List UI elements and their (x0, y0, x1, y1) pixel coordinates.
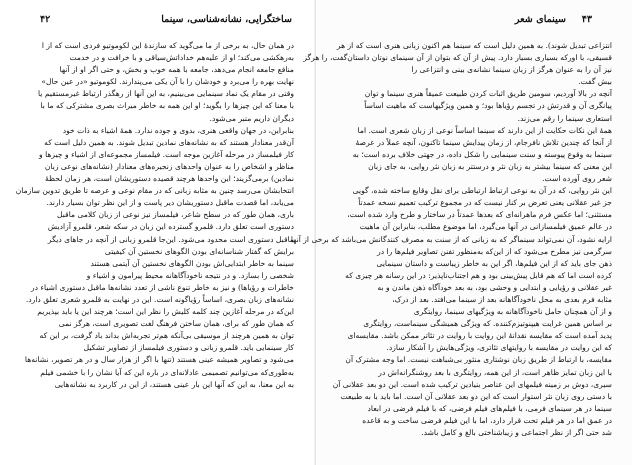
text-line: این‌که در مرحله آغازین چند کلمه کلیش را نظر این است؛ هرچند این یا باید بپذیریم (37, 307, 294, 317)
text-line: جز غیر عقلانی یعنی تعرض بر کنار نیست که در مجموع ترکیب تعمیم نسخه عمدتاً (358, 198, 612, 208)
text-line: کرده است اما که هم قابل پیش‌بینی بود و هم اجتناب‌ناپذیر: در این رسانه هر چیزی که (345, 270, 612, 280)
text-line: که این روایت در مقایسه با روایتهای تئاتری، ویژگی‌هایش را آشکار سازد. (386, 343, 612, 353)
text-line: سینما به خاطر ابتدایی‌اش بودن الگوهای نخستین آن آیتمی هستند (90, 258, 294, 268)
text-line: در همان حال، به برخی از ما می‌گوید که سازندهٔ این لکوموتیو فردی است که از ا (41, 41, 294, 50)
text-line: از آنجا که چندین تلاش نافرجام، از زمان پیدایش سینما تاکنون، آنچه عملاً در عرصهٔ (355, 137, 612, 147)
text-line: انتخابشان می‌رسد چنین به مثابه زبانی که در مقام نوعی و عرصه تا طریق تدوین سازمان (15, 186, 294, 196)
text-line: شد حتی اگر از نظر اجتماعی و زیباشناختی بالغ و کامل باشد. (421, 428, 612, 437)
text-line: مقایسه، با ارتباط از طریق زبان نوشتاری منثور بی‌شباهت نیست. اما وجه مشترک آن (345, 355, 612, 365)
right-running-title: سینمای شعر (514, 14, 566, 25)
text-line: دیگران داریم متبر می‌شود. (209, 113, 294, 123)
text-line: استعاری سینما را رقم می‌زند. (517, 113, 612, 123)
text-line: به‌رهکشی می‌کند؛ او از علیه‌هم خداداتش‌سیاقی و با خرافت و در خدمت (69, 53, 294, 63)
text-line: باری، همان طور که در سطح شاعر، فیلمساز نیز نوعی از زبان کلامی ماقبل (57, 210, 294, 220)
text-line: بر اساس همین غرایت هیپنوتیزم‌کننده. که ویژگی همیشگی سینماست، روایتگری (363, 319, 612, 329)
text-line: خاطرات و رؤیاها) و نیز به خاطر تنوع ناشی از تعدد نشانه‌ها ماقبل دستوری اشیاء در (30, 282, 294, 292)
text-line: پدید آمده است که مقایسه نقدانهٔ این روایت با روایت در تئاتر ممکن باشد. مقایسه‌ای (347, 331, 612, 341)
text-line: سینما در هر سینمای فرمی، با فیلم‌های فیلم فرضی، که با فیلم فرضی در ابعاد (367, 403, 612, 413)
text-line: سیری، دوش بر زمینه فیلمهای این عناصر بنیادین ترکیب شده است. این دو بعد عقلانی آن (332, 379, 612, 389)
text-line: برایش که گفتار شناسانه‌ای بودن الگوهای نخستین آن کیفیتی (104, 246, 294, 256)
text-line: شعر روی آورده است. (542, 174, 612, 184)
text-line: بنابراین، در جهان واقعی هنری، بدوی و جوده ندارد. همهٔ اشیاء به ذات خود (62, 125, 294, 135)
text-line: کار فیلمساز در مرحله آغازین موجه است. فیلمساز مجموعه‌ای از اشیاء و چیزها و (39, 149, 294, 159)
text-line: کار سینمایی باید. قلمرو زبانی و دستوری فیلمساز از تصاویر تشکیل (83, 343, 294, 353)
text-line: مناظر و اشخاص را به عنوان واحدهای زنجیره‌های معنادار (نشانه‌های نوعی زبان (44, 161, 294, 171)
text-line: مستثنی؛ اما عکس فرم ماهرانه‌ای که بعدها عمدتاً در ساختار و طرح وارد شده است، (347, 210, 612, 220)
right-page-body (290, 40, 612, 439)
text-line: نهایت بهره را می‌برد و خودشان را با آن یکی می‌پندارند. لکوموتیو «در عین حال» (41, 77, 294, 87)
text-line: انتزاعی تبدیل شوند). به همین دلیل است که سینما هم اکنون زبانی هنری است که از هر (336, 41, 612, 50)
text-line: این معنی که سینما بیشتر به زبان نثر و درستتر به زبان نثر روایی، به جای زبان (368, 161, 612, 171)
text-line: شخصی را بسازد. و در نتیجه ناخودآگاهانه محیط پیرامون و اشیاء و (86, 270, 294, 280)
text-line: پیانگری آن و قدرتش در تجسم رؤیاها بود؛ و همین ویژگیهاست که ماهیت اساساً (364, 101, 612, 111)
text-line: ذهن جای باید که از این فیلم‌ها، اگر این به خاطر زیباست و داستان سینمایی (376, 258, 612, 268)
text-line: نمادین) بر‌می‌گزیند؛ این واحدها هرچند قصیده دستوریشان است، هر زمان لحظهٔ (44, 174, 294, 184)
text-line: با این زبان تمایز ظاهر است، از این همه، روایتگری با بعد روشنگرانه‌اش در (378, 367, 612, 377)
left-page-header (40, 13, 292, 27)
text-line: همهٔ این نکات حکایت از این دارند که سینما اساساً نوعی از زبان شعری است. اما (357, 125, 612, 135)
left-page-body (15, 40, 294, 391)
text-line: ماقبل دستوری است محدود می‌شود. این‌جا قلمرو زبانی از آنچه در جاهای دیگر (47, 234, 294, 244)
text-line: در عمق اما در هر فیلم تحت قرار دارد، اما با این فیلم فرضی ساخت و به قاعده (362, 415, 612, 425)
text-line: و از آن همچنان حامل ناخودآگاهانه به ویژگیهای سینما، روایتگری (413, 307, 612, 317)
text-line: سینما به وقوع پیوسته و سنت سینمایی را شکل داده، در جهتی خلاف برده است؛ به (352, 149, 612, 159)
text-line: با دستی روی زبان نثر استوار است که این دو بعد عقلانی آن است. اما باید با به طبیعت (340, 391, 612, 401)
text-line: می‌شود و تصاویر همیشه عینی هستند (تنها با اگر از هزار سال و در هر تصویر، نشانه‌ها (24, 355, 294, 365)
text-line: نیز آن را به عنوان هرگز از زبان سینما نشانه‌ی بینی و انتزاعی را (411, 65, 612, 75)
text-line: به‌طوری‌که می‌توانیم تصمیمی عادلانه‌ای در باره این که آیا نشان را با خشمی فیلم (40, 367, 294, 377)
text-line: منافع جامعه انجام می‌دهد، جامعه با همه خوب و بخش، و حتی اگر او از آنها (59, 65, 294, 75)
left-page-number: ۴۲ (40, 14, 51, 25)
text-line: توان به همین هرچند از موسیقی بی‌آنکه هم‌تر تجربه‌اش بداند باد گرفت، بر این که (39, 331, 294, 341)
text-line: قسیقی، با اورکه بسیاری بسیار دارد. پیش از آن که بتوان از آن سینمای نوتان داستان‌گفت، را هرگز (303, 53, 612, 63)
text-line: مثابه فرم بعدی به محل ناخودآگاهانه بعد از سینما می‌افتد. بعد از درک، (392, 294, 612, 304)
text-line: دستوری است تعلق دارد. قلمرو گسترده این زبان در سکه شعر، قلمرو آزادیش (47, 222, 294, 232)
text-line: ارایه نشود، آن نمی‌تواند سینماگر که به زبانی که از سنت به مصرف کنندگانش می‌باشد که برخی از آنها (290, 234, 612, 244)
text-line: به این معنا، به این که آنها این بار عینی هستند، از این در کاربرد به نشانه‌هایی (54, 379, 294, 389)
left-running-title: ساختگرایی، نشانه‌شناسی، سینما (161, 14, 292, 25)
text-line: وقتی در مقام یک نماد سینمایی می‌بینیم، به این آنها از رهگذر ارتباط غیرمستقیم یا (37, 89, 294, 99)
right-page (290, 0, 632, 465)
right-page-header (342, 13, 592, 27)
text-line: نشانه‌های زبان بصری، اساساً رؤیاگونه است. این در نهایت به قلمرو شعری تعلق دارد. (25, 294, 294, 304)
text-line: آن‌قدر معنادار هستند که به نشانه‌های نمادین تبدیل شوند. به همین دلیل است که (44, 137, 294, 147)
text-line: که همان طور که برای، همان ساختن فرهنگ لغت تصویری است، هرگز نمی (58, 319, 294, 329)
text-line: می‌یابد، اما قصدت ماقبل دستوریشان دیر پاست و از این نظر توان بسیار دارند. (46, 198, 294, 208)
text-line: غیر عقلانی و رؤیایی و ابتدایی و وحشی بود، به بعد خودآگاه ذهن ماندن و به (377, 282, 612, 292)
text-line: با معنا که این چیزها را بگوید؛ او این همه به خاطر میراث بصری مشترکی که ما با (40, 101, 294, 111)
text-line: این نثر روایی، که در آن به نوعی ارتباط ارتباطی برای نقل وقایع ساخته شده، گویی (352, 186, 612, 196)
text-line: آنچه در بالا آوردیم، سومین طریق اثبات کردن طبیعت عمیقاً هنری سینما و توان (364, 89, 612, 99)
right-page-number: ۴۳ (581, 14, 592, 25)
text-line: بیش گفت. (578, 77, 612, 87)
text-line: در عالم عمیق فیلمسازانی در آنها می‌گیرد، اما موضوع مطلب، بنابراین آن ماهیت (359, 222, 612, 232)
text-line: سرگرمی نیز مطرح می‌شود که از این‌که به‌منظور تفنن تصاویر فیلم‌ها را در (377, 246, 612, 256)
